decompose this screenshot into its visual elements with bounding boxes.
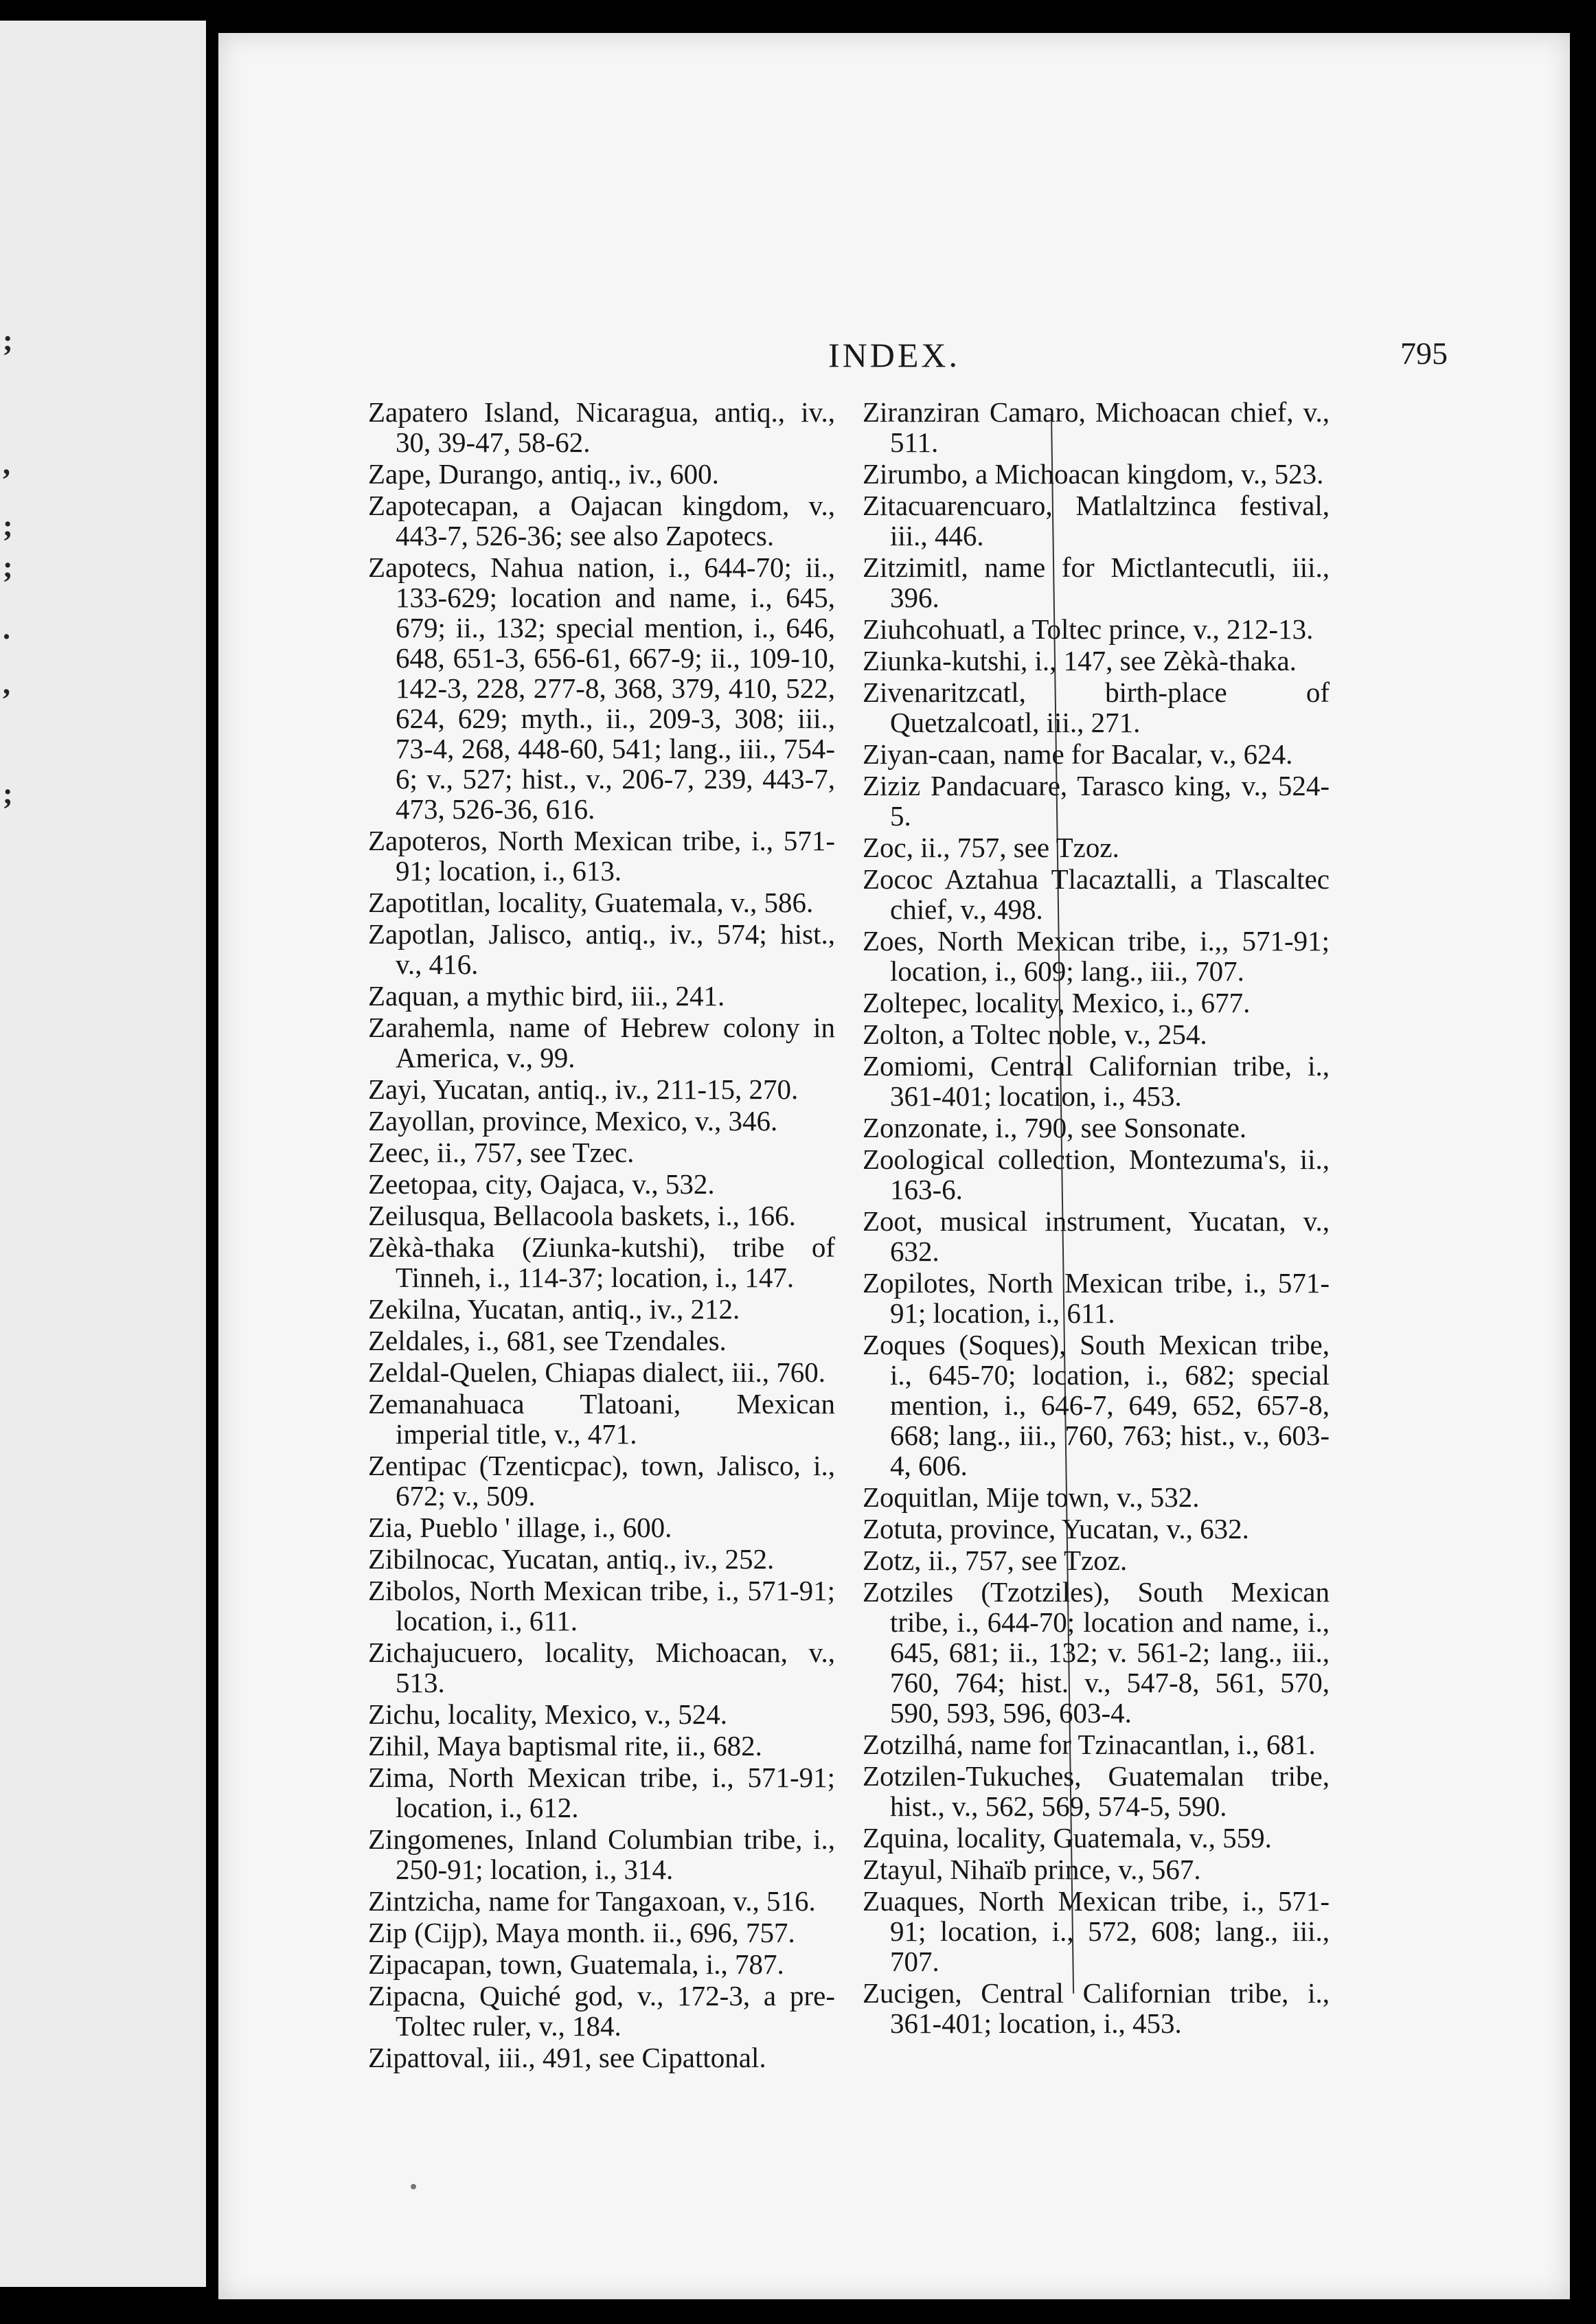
- index-entry: Zapotecs, Nahua nation, i., 644-70; ii., 133-629; location and name, i., 645, 679; ii., 132; special mention, i., 646, 648, 651-3, 656-61, 667-9; ii., 109-10, 142-3, 228, 277-8, 368, 379, 410, 522, 624, 629; myth., ii., 209-3, 308; iii., 73-4, 268, 448-60, 541; lang., iii., 754-6; v., 527; hist., v., 206-7, 239, 443-7, 473, 526-36, 616.: [368, 551, 835, 825]
- index-entry: Zoes, North Mexican tribe, i.,, 571-91; location, i., 609; lang., iii., 707.: [863, 925, 1330, 987]
- index-entry: Zaquan, a mythic bird, iii., 241.: [368, 980, 725, 1012]
- index-entry: Zia, Pueblo ' illage, i., 600.: [368, 1512, 672, 1543]
- index-entry: Zèkà-thaka (Ziunka-kutshi), tribe of Tinneh, i., 114-37; location, i., 147.: [368, 1231, 835, 1293]
- page-number: 795: [1400, 336, 1448, 371]
- index-entry: Zingomenes, Inland Columbian tribe, i., 250-91; location, i., 314.: [368, 1823, 835, 1885]
- index-entry: Zima, North Mexican tribe, i., 571-91; location, i., 612.: [368, 1762, 835, 1823]
- index-entry: Zoc, ii., 757, see Tzoz.: [863, 832, 1119, 863]
- index-entry: Zucigen, Central Californian tribe, i., 361-401; location, i., 453.: [863, 1977, 1330, 2039]
- index-entry: Zopilotes, North Mexican tribe, i., 571-91; location, i., 611.: [863, 1267, 1330, 1329]
- index-entry: Zapoteros, North Mexican tribe, i., 571-91; location, i., 613.: [368, 825, 835, 887]
- index-entry: Zipacna, Quiché god, v., 172-3, a pre-Toltec ruler, v., 184.: [368, 1980, 835, 2042]
- index-entry: Zapotecapan, a Oajacan kingdom, v., 443-7, 526-36; see also Zapotecs.: [368, 490, 835, 551]
- book-page: [218, 33, 1570, 2299]
- running-title: INDEX.: [828, 336, 961, 374]
- index-entry: Zipattoval, iii., 491, see Cipattonal.: [368, 2042, 766, 2073]
- facing-page-mark: ;: [3, 323, 13, 357]
- index-entry: Zapotlan, Jalisco, antiq., iv., 574; hist., v., 416.: [368, 918, 835, 980]
- index-entry: Zuaques, North Mexican tribe, i., 571-91; location, i., 572, 608; lang., iii., 707.: [863, 1885, 1330, 1977]
- index-entry: Zeldales, i., 681, see Tzendales.: [368, 1325, 727, 1356]
- index-entry: Ziuhcohuatl, a Toltec prince, v., 212-13.: [863, 613, 1314, 645]
- index-entry: Zape, Durango, antiq., iv., 600.: [368, 458, 719, 490]
- index-entry: Zotuta, province, Yucatan, v., 632.: [863, 1513, 1249, 1545]
- index-entry: Zitacuarencuaro, Matlaltzinca festival, iii., 446.: [863, 490, 1330, 551]
- index-entry: Ziunka-kutshi, i., 147, see Zèkà-thaka.: [863, 645, 1297, 676]
- facing-page-mark: ;: [3, 509, 13, 543]
- index-entry: Ztayul, Nihaïb prince, v., 567.: [863, 1854, 1201, 1885]
- index-entry: Zotzilhá, name for Tzinacantlan, i., 681.: [863, 1729, 1316, 1760]
- index-entry: Ziyan-caan, name for Bacalar, v., 624.: [863, 738, 1293, 770]
- index-column-left: [368, 397, 835, 2074]
- index-entry: Zayi, Yucatan, antiq., iv., 211-15, 270.: [368, 1073, 799, 1105]
- facing-page-mark: ,: [3, 447, 10, 481]
- paper-speck: [411, 2184, 416, 2189]
- index-entry: Zoot, musical instrument, Yucatan, v., 632.: [863, 1205, 1330, 1267]
- index-entry: Zotziles (Tzotziles), South Mexican tribe, i., 644-70; location and name, i., 645, 681; ii., 132; v. 561-2; lang., iii., 760, 764; hist. v., 547-8, 561, 570, 590, 593, 596, 603-4.: [863, 1576, 1330, 1729]
- index-entry: Zolton, a Toltec noble, v., 254.: [863, 1018, 1207, 1050]
- index-entry: Ziranziran Camaro, Michoacan chief, v., 511.: [863, 396, 1330, 458]
- index-entry: Zapotitlan, locality, Guatemala, v., 586.: [368, 887, 814, 918]
- index-entry: Zomiomi, Central Californian tribe, i., 361-401; location, i., 453.: [863, 1050, 1330, 1112]
- index-entry: Zarahemla, name of Hebrew colony in America, v., 99.: [368, 1012, 835, 1073]
- index-entry: Zoological collection, Montezuma's, ii., 163-6.: [863, 1143, 1330, 1205]
- index-entry: Zintzicha, name for Tangaxoan, v., 516.: [368, 1885, 816, 1917]
- index-entry: Zipacapan, town, Guatemala, i., 787.: [368, 1948, 784, 1980]
- index-entry: Zeec, ii., 757, see Tzec.: [368, 1137, 635, 1168]
- facing-page-mark: ,: [3, 667, 10, 700]
- index-entry: Zeetopaa, city, Oajaca, v., 532.: [368, 1168, 715, 1200]
- index-entry: Zentipac (Tzenticpac), town, Jalisco, i., 672; v., 509.: [368, 1450, 835, 1512]
- index-column-right: [863, 397, 1330, 2040]
- index-entry: Zococ Aztahua Tlacaztalli, a Tlascaltec chief, v., 498.: [863, 863, 1330, 925]
- facing-page-mark: ;: [3, 550, 13, 584]
- facing-page-mark: ;: [3, 777, 13, 810]
- index-entry: Zichajucuero, locality, Michoacan, v., 513.: [368, 1637, 835, 1698]
- index-entry: Zotzilen-Tukuches, Guatemalan tribe, hist., v., 562, 569, 574-5, 590.: [863, 1760, 1330, 1822]
- index-entry: Zibolos, North Mexican tribe, i., 571-91; location, i., 611.: [368, 1575, 835, 1637]
- index-entry: Zonzonate, i., 790, see Sonsonate.: [863, 1112, 1247, 1143]
- index-entry: Zip (Cijp), Maya month. ii., 696, 757.: [368, 1917, 795, 1948]
- index-entry: Zotz, ii., 757, see Tzoz.: [863, 1545, 1128, 1576]
- index-entry: Zeilusqua, Bellacoola baskets, i., 166.: [368, 1200, 796, 1231]
- index-entry: Zapatero Island, Nicaragua, antiq., iv., 30, 39-47, 58-62.: [368, 396, 835, 458]
- index-entry: Zirumbo, a Michoacan kingdom, v., 523.: [863, 458, 1324, 490]
- index-entry: Zquina, locality, Guatemala, v., 559.: [863, 1822, 1272, 1854]
- index-entry: Zihil, Maya baptismal rite, ii., 682.: [368, 1730, 762, 1762]
- index-entry: Zayollan, province, Mexico, v., 346.: [368, 1105, 778, 1137]
- index-entry: Zibilnocac, Yucatan, antiq., iv., 252.: [368, 1543, 775, 1575]
- index-entry: Zitzimitl, name for Mictlantecutli, iii., 396.: [863, 551, 1330, 613]
- index-entry: Zeldal-Quelen, Chiapas dialect, iii., 760.: [368, 1356, 826, 1388]
- index-entry: Zekilna, Yucatan, antiq., iv., 212.: [368, 1293, 740, 1325]
- facing-page-edge: [0, 21, 206, 2287]
- facing-page-mark: .: [3, 612, 10, 646]
- index-entry: Ziziz Pandacuare, Tarasco king, v., 524-5.: [863, 770, 1330, 832]
- index-entry: Zichu, locality, Mexico, v., 524.: [368, 1698, 728, 1730]
- index-entry: Zoques (Soques), South Mexican tribe, i., 645-70; location, i., 682; special mention, i., 646-7, 649, 652, 657-8, 668; lang., iii., 760, 763; hist., v., 603-4, 606.: [863, 1329, 1330, 1481]
- index-entry: Zemanahuaca Tlatoani, Mexican imperial title, v., 471.: [368, 1388, 835, 1450]
- index-entry: Zivenaritzcatl, birth-place of Quetzalcoatl, iii., 271.: [863, 676, 1330, 738]
- index-entry: Zoltepec, locality, Mexico, i., 677.: [863, 987, 1251, 1018]
- index-entry: Zoquitlan, Mije town, v., 532.: [863, 1481, 1200, 1513]
